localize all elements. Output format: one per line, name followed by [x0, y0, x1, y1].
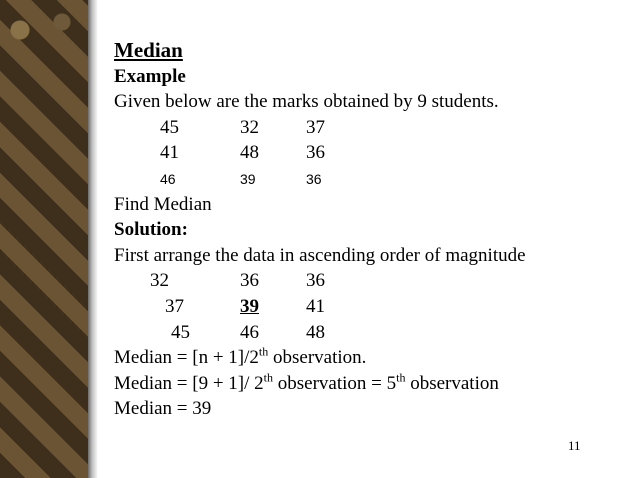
sorted-value: 37	[165, 295, 184, 317]
sorted-value: 32	[150, 270, 169, 292]
page-number: 11	[568, 438, 581, 453]
median-result: Median = 39	[114, 398, 212, 420]
median-highlight-value: 39	[240, 295, 259, 317]
find-median-text: Find Median	[114, 193, 212, 215]
sorted-value: 36	[240, 270, 259, 292]
sorted-value: 36	[306, 270, 325, 292]
sorted-row	[114, 294, 614, 320]
sorted-value: 45	[171, 321, 190, 343]
arrange-text: First arrange the data in ascending order of magnitude	[114, 244, 526, 266]
sorted-value: 46	[240, 321, 259, 343]
formula-general: Median = [n + 1]/2th observation.	[114, 344, 367, 369]
mark-value: 39	[240, 170, 256, 187]
sorted-row	[114, 268, 614, 294]
sorted-row	[114, 320, 614, 346]
sorted-value: 48	[306, 321, 325, 343]
mark-value: 48	[240, 142, 259, 164]
marks-row	[114, 166, 614, 192]
mark-value: 36	[306, 170, 322, 187]
formula-substituted: Median = [9 + 1]/ 2th observation = 5th observation	[114, 370, 499, 394]
mark-value: 32	[240, 116, 259, 138]
decorative-sidebar-image	[0, 0, 94, 478]
sorted-value: 41	[306, 295, 325, 317]
intro-text: Given below are the marks obtained by 9 students.	[114, 91, 499, 113]
marks-row	[114, 140, 614, 166]
solution-label: Solution:	[114, 219, 188, 241]
mark-value: 37	[306, 116, 325, 138]
slide-title: Median	[114, 38, 183, 62]
marks-row	[114, 115, 614, 141]
example-label: Example	[114, 65, 186, 87]
mark-value: 45	[160, 116, 179, 138]
mark-value: 36	[306, 142, 325, 164]
slide-content	[114, 38, 614, 422]
mark-value: 41	[160, 142, 179, 164]
mark-value: 46	[160, 170, 176, 187]
sidebar-divider	[88, 0, 98, 478]
